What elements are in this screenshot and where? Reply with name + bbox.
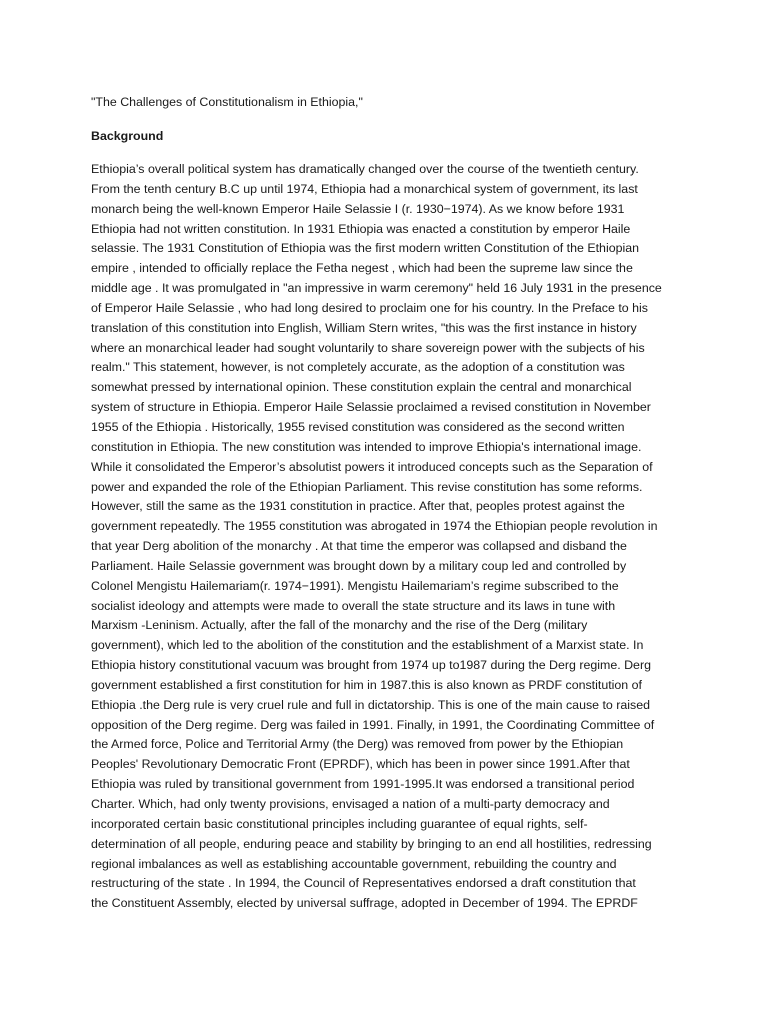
body-line: the Constituent Assembly, elected by universal suffrage, adopted in December of 1994. The EPRDF: [91, 896, 638, 911]
body-line: However, still the same as the 1931 constitution in practice. After that, peoples protest against the: [91, 499, 625, 514]
body-line: determination of all people, enduring peace and stability by bringing to an end all hostilities, redressing: [91, 836, 652, 851]
body-line: of Emperor Haile Selassie , who had long desired to proclaim one for his country. In the Preface to his: [91, 300, 648, 315]
document-content: [91, 92, 683, 914]
body-line: that year Derg abolition of the monarchy . At that time the emperor was collapsed and disband the: [91, 539, 627, 554]
body-line: incorporated certain basic constitutional principles including guarantee of equal rights, self-: [91, 816, 588, 831]
body-line: constitution in Ethiopia. The new constitution was intended to improve Ethiopia's international image.: [91, 439, 642, 454]
body-line: socialist ideology and attempts were made to overall the state structure and its laws in tune with: [91, 598, 616, 613]
body-line: opposition of the Derg regime. Derg was failed in 1991. Finally, in 1991, the Coordinating Committee of: [91, 717, 655, 732]
body-line: Ethiopia had not written constitution. In 1931 Ethiopia was enacted a constitution by emperor Haile: [91, 221, 631, 236]
body-line: government), which led to the abolition of the constitution and the establishment of a Marxist state. In: [91, 638, 644, 653]
document-title: "The Challenges of Constitutionalism in Ethiopia,": [91, 95, 363, 109]
body-line: From the tenth century B.C up until 1974, Ethiopia had a monarchical system of government, its last: [91, 181, 638, 196]
body-line: translation of this constitution into English, William Stern writes, "this was the first instance in history: [91, 320, 637, 335]
body-line: 1955 of the Ethiopia . Historically, 1955 revised constitution was considered as the second written: [91, 419, 625, 434]
body-line: where an monarchical leader had sought voluntarily to share sovereign power with the subjects of his: [91, 340, 645, 355]
body-line: realm." This statement, however, is not completely accurate, as the adoption of a constitution was: [91, 360, 625, 375]
body-paragraph: [91, 160, 683, 914]
body-line: Ethiopia history constitutional vacuum was brought from 1974 up to1987 during the Derg regime. Derg: [91, 658, 651, 673]
body-line: somewhat pressed by international opinion. These constitution explain the central and monarchical: [91, 380, 632, 395]
body-line: Ethiopia’s overall political system has dramatically changed over the course of the twentieth century.: [91, 162, 639, 176]
body-line: Parliament. Haile Selassie government was brought down by a military coup led and controlled by: [91, 558, 627, 573]
body-line: Ethiopia .the Derg rule is very cruel rule and full in dictatorship. This is one of the main cause to raised: [91, 697, 651, 712]
body-line: Charter. Which, had only twenty provisions, envisaged a nation of a multi-party democracy and: [91, 797, 610, 811]
body-line: government established a first constitution for him in 1987.this is also known as PRDF constitution of: [91, 677, 642, 692]
body-line: Ethiopia was ruled by transitional government from 1991-1995.It was endorsed a transitional period: [91, 777, 635, 792]
body-line: the Armed force, Police and Territorial Army (the Derg) was removed from power by the Ethiopian: [91, 737, 624, 752]
section-heading: Background: [91, 129, 164, 143]
body-line: While it consolidated the Emperor’s absolutist powers it introduced concepts such as the Separation of: [91, 459, 653, 474]
body-line: middle age . It was promulgated in "an impressive in warm ceremony" held 16 July 1931 in the presence: [91, 281, 662, 296]
body-line: regional imbalances as well as establishing accountable government, rebuilding the country and: [91, 856, 617, 871]
body-line: power and expanded the role of the Ethiopian Parliament. This revise constitution has some reforms.: [91, 479, 643, 494]
body-line: restructuring of the state . In 1994, the Council of Representatives endorsed a draft constitution that: [91, 876, 636, 891]
body-line: system of structure in Ethiopia. Emperor Haile Selassie proclaimed a revised constitution in November: [91, 400, 651, 415]
body-line: empire , intended to officially replace the Fetha negest , which had been the supreme law since the: [91, 261, 633, 276]
body-line: Marxism -Leninism. Actually, after the fall of the monarchy and the rise of the Derg (military: [91, 618, 588, 633]
body-line: Colonel Mengistu Hailemariam(r. 1974−1991). Mengistu Hailemariam’s regime subscribed to the: [91, 578, 619, 593]
body-line: Peoples' Revolutionary Democratic Front (EPRDF), which has been in power since 1991.After that: [91, 757, 630, 772]
body-line: monarch being the well-known Emperor Haile Selassie I (r. 1930−1974). As we know before 1931: [91, 201, 625, 216]
body-line: selassie. The 1931 Constitution of Ethiopia was the first modern written Constitution of the Ethiopian: [91, 241, 640, 256]
body-line: government repeatedly. The 1955 constitution was abrogated in 1974 the Ethiopian people revolution in: [91, 519, 658, 534]
